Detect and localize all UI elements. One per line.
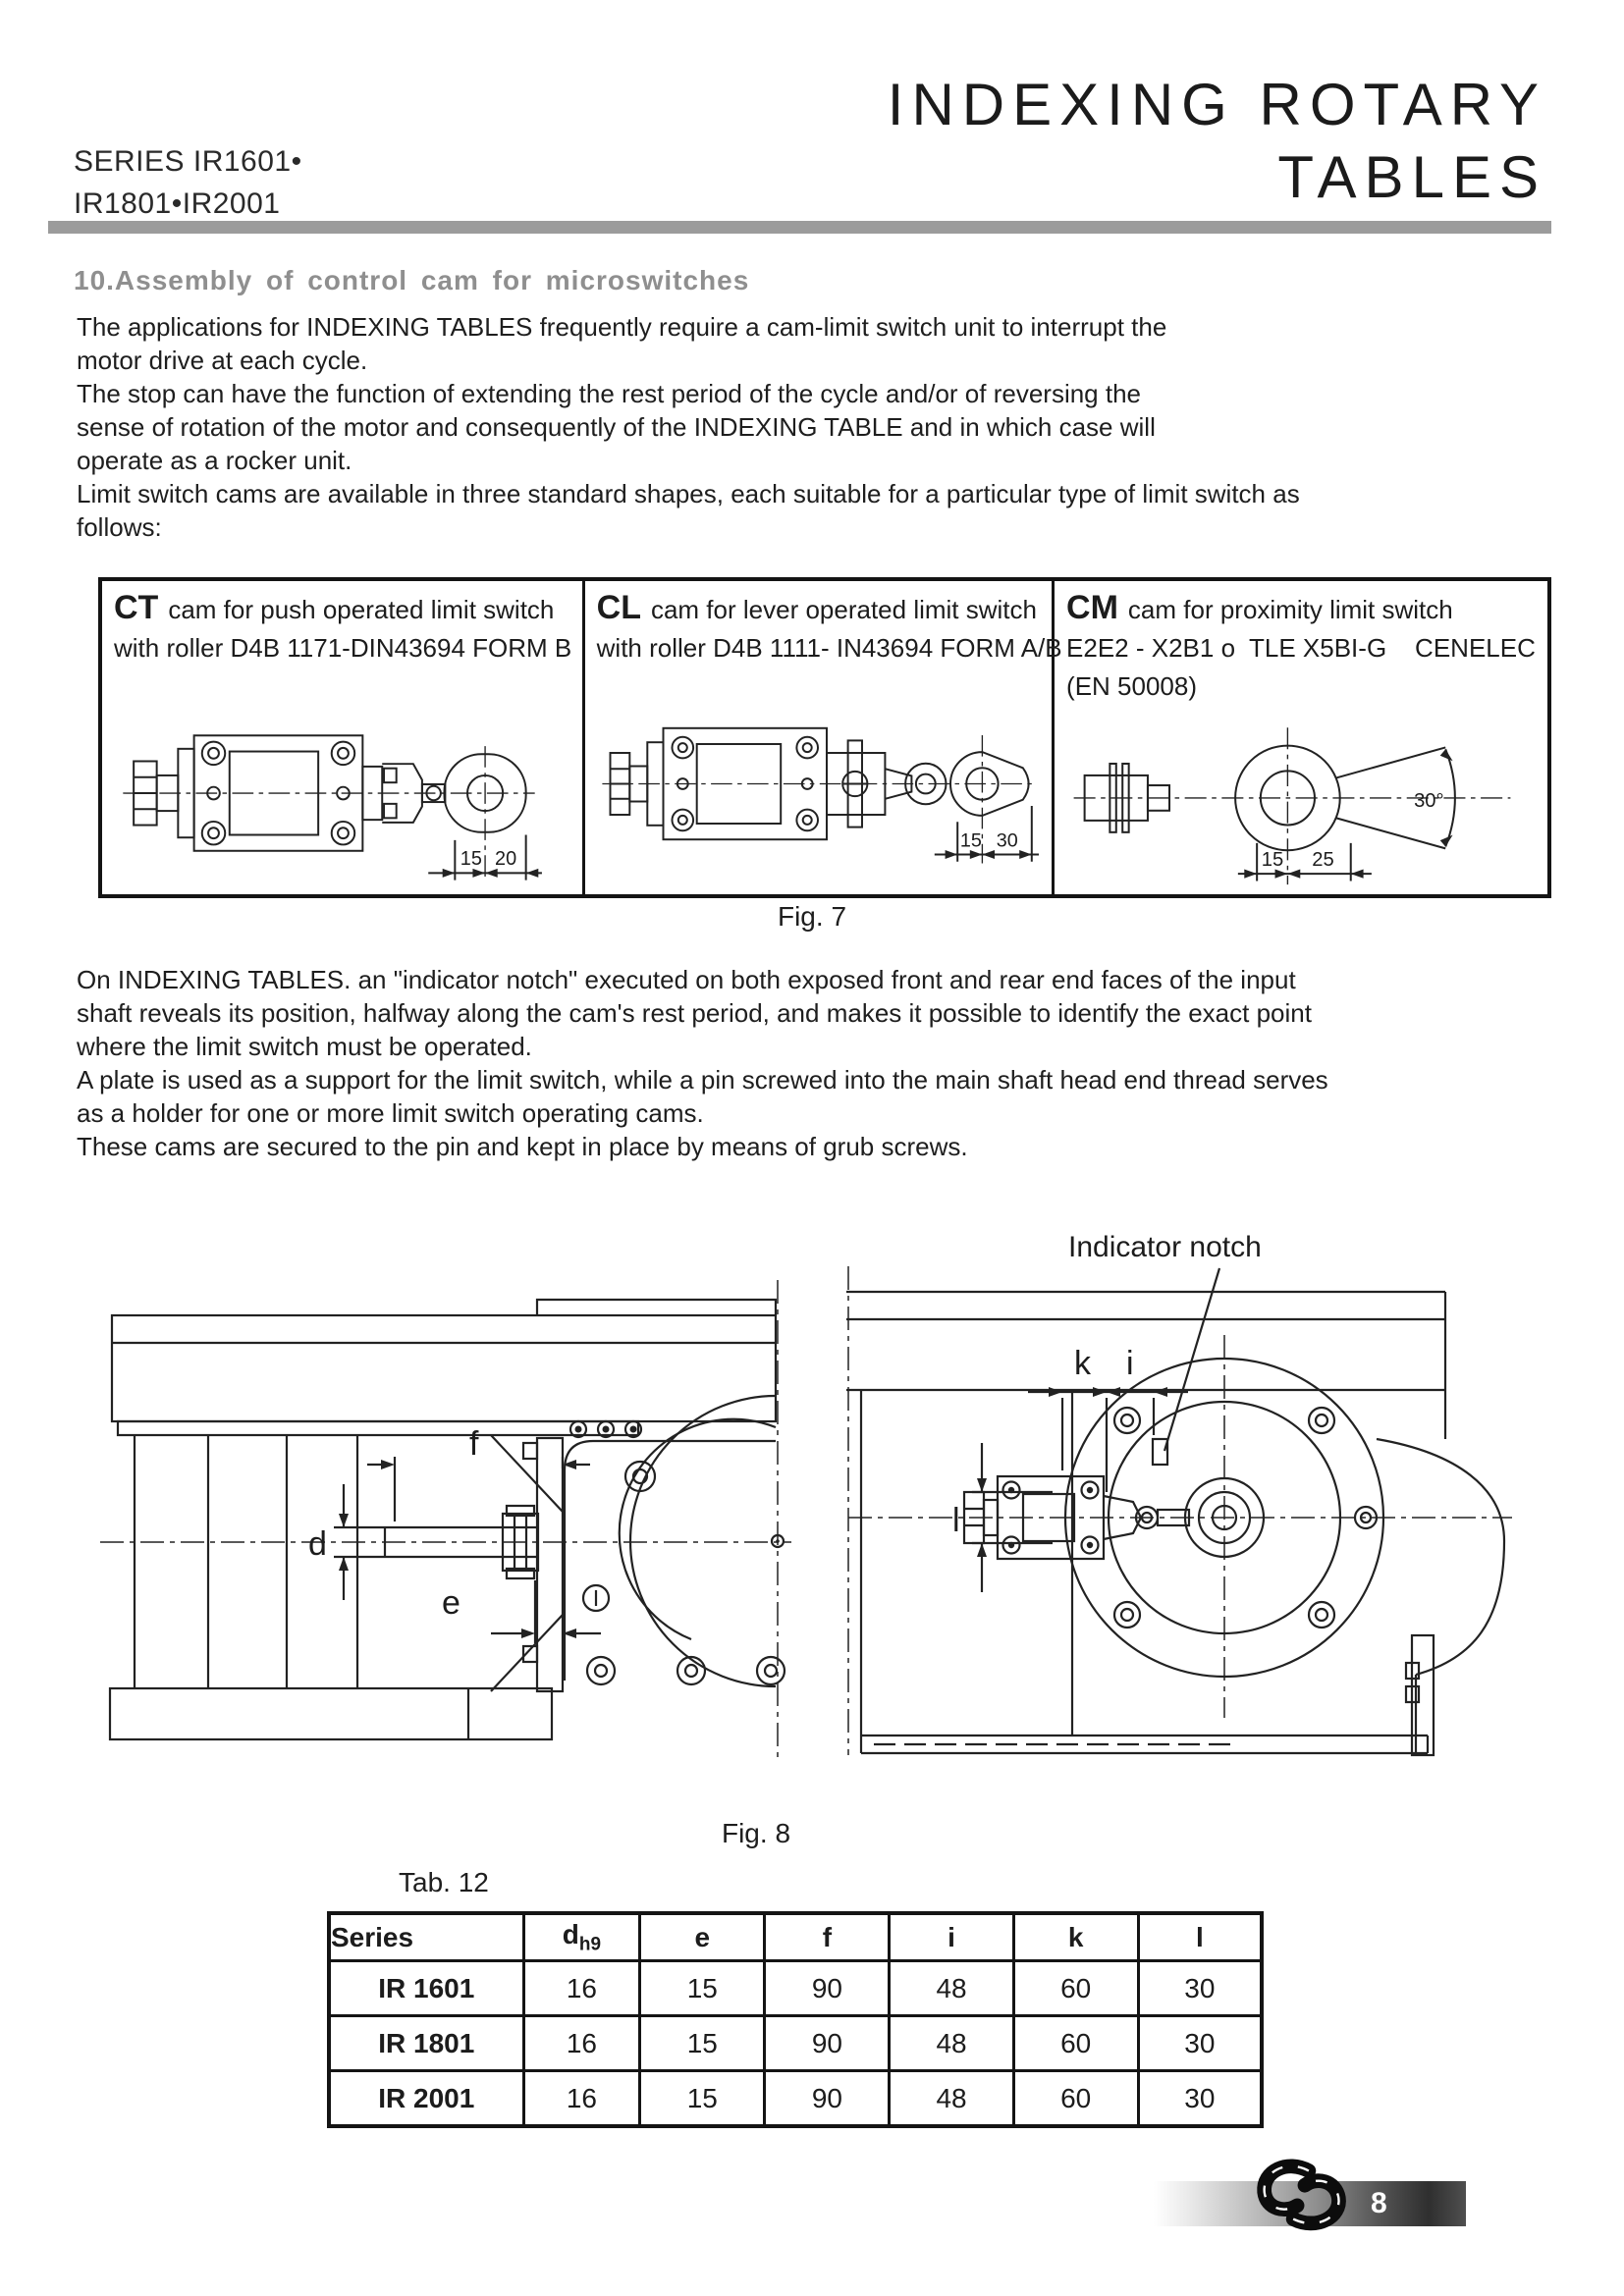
fig7-caption: Fig. 7: [777, 901, 847, 932]
section-heading: 10.Assembly of control cam for microswitches: [74, 265, 750, 295]
col-header-i: i: [890, 1913, 1013, 1961]
value-cell: 30: [1138, 2071, 1262, 2127]
value-cell: 60: [1013, 2016, 1138, 2071]
paragraph-line: The stop can have the function of extending the rest period of the cycle and/or of reversing the: [77, 379, 1142, 408]
value-cell: 15: [640, 2071, 765, 2127]
col-header-e: e: [640, 1913, 765, 1961]
value-cell: 48: [890, 1961, 1013, 2016]
page-title-line-2: TABLES: [1277, 144, 1546, 210]
value-cell: 16: [523, 2016, 640, 2071]
series-cell: IR 1601: [329, 1961, 523, 2016]
series-cell: IR 2001: [329, 2071, 523, 2127]
dim-label-l: l: [952, 1502, 960, 1539]
paragraph-line: motor drive at each cycle.: [77, 346, 368, 375]
header-rule: [48, 221, 1551, 234]
dim-label-d: d: [308, 1525, 327, 1563]
dim-label-k: k: [1074, 1345, 1091, 1382]
paragraph-line: These cams are secured to the pin and kept in place by means of grub screws.: [77, 1132, 968, 1161]
fig7-cell-cl: [585, 581, 1062, 894]
fig7-cell-cm: [1055, 581, 1547, 894]
value-cell: 30: [1138, 1961, 1262, 2016]
ct-cam-drawing: [116, 673, 542, 904]
value-cell: 60: [1013, 1961, 1138, 2016]
cl-cam-drawing: [597, 673, 1039, 903]
cell-header: [114, 589, 570, 629]
col-d-symbol: d: [562, 1918, 579, 1949]
table-row: [329, 1961, 1262, 2016]
value-cell: 15: [640, 1961, 765, 2016]
col-d-subscript: h9: [578, 1934, 602, 1955]
paragraph-line: follows:: [77, 512, 162, 542]
series-line-2: IR1801•IR2001: [74, 187, 281, 220]
dim-label: 20: [495, 848, 517, 871]
dim-label: 15: [460, 848, 482, 871]
col-header-series: Series: [329, 1913, 523, 1961]
tab12-table: [327, 1911, 1264, 2128]
value-cell: 15: [640, 2016, 765, 2071]
paragraph-block-2: [77, 963, 1328, 1163]
dim-label: 30: [996, 829, 1018, 852]
value-cell: 90: [765, 2016, 890, 2071]
paragraph-line: as a holder for one or more limit switch operating cams.: [77, 1098, 704, 1128]
company-logo-icon: [1249, 2156, 1355, 2236]
cam-code: CT: [114, 589, 159, 626]
paragraph-line: shaft reveals its position, halfway along the cam's rest period, and makes it possible to identify the exact point: [77, 998, 1312, 1028]
indicator-notch-label: Indicator notch: [1068, 1231, 1262, 1263]
tab12-label: Tab. 12: [399, 1867, 489, 1897]
dim-label-f: f: [469, 1425, 479, 1463]
dim-label-e: e: [442, 1584, 460, 1622]
cell-header: [597, 589, 1040, 629]
value-cell: 60: [1013, 2071, 1138, 2127]
cell-header: [1066, 589, 1536, 629]
col-header-f: f: [765, 1913, 890, 1961]
col-header-d: [523, 1913, 640, 1961]
cam-desc-line2: with roller D4B 1111- IN43694 FORM A/B: [596, 633, 1062, 663]
dim-label: 15: [959, 829, 982, 852]
angle-label: 30°: [1414, 790, 1444, 813]
series-cell: IR 1801: [329, 2016, 523, 2071]
col-header-k: k: [1013, 1913, 1138, 1961]
value-cell: 90: [765, 2071, 890, 2127]
dim-label: 15: [1261, 848, 1284, 871]
page-title-line-1: INDEXING ROTARY: [887, 72, 1546, 137]
series-line-1: SERIES IR1601•: [74, 145, 302, 178]
table-row: [329, 2016, 1262, 2071]
paragraph-line: where the limit switch must be operated.: [77, 1032, 532, 1061]
cam-desc-line2: with roller D4B 1171-DIN43694 FORM B: [114, 633, 572, 663]
paragraph-line: Limit switch cams are available in three standard shapes, each suitable for a particular type of limit switch as: [77, 479, 1300, 508]
dim-label: 25: [1312, 848, 1334, 871]
value-cell: 48: [890, 2016, 1013, 2071]
fig7-box: [98, 577, 1551, 898]
cm-cam-drawing: [1066, 708, 1518, 897]
fig8-end-view-drawing: [827, 1205, 1524, 1765]
cam-desc-line1: cam for push operated limit switch: [168, 595, 555, 624]
paragraph-line: A plate is used as a support for the limit switch, while a pin screwed into the main shaft head end thread serves: [77, 1065, 1328, 1095]
cam-desc-line2: E2E2 - X2B1 o TLE X5BI-G CENELEC: [1066, 633, 1536, 663]
paragraph-line: The applications for INDEXING TABLES frequently require a cam-limit switch unit to interrupt the: [77, 312, 1167, 342]
paragraph-line: operate as a rocker unit.: [77, 446, 352, 475]
table-row: [329, 2071, 1262, 2127]
paragraph-block-1: [77, 310, 1300, 544]
table-header-row: [329, 1913, 1262, 1961]
fig8-side-view-drawing: [90, 1217, 797, 1767]
page-number: 8: [1371, 2187, 1387, 2219]
value-cell: 16: [523, 2071, 640, 2127]
fig7-cell-ct: [102, 581, 585, 894]
value-cell: 16: [523, 1961, 640, 2016]
cam-desc-line1: cam for lever operated limit switch: [650, 595, 1037, 624]
value-cell: 90: [765, 1961, 890, 2016]
cam-code: CL: [596, 589, 641, 626]
col-header-l: l: [1138, 1913, 1262, 1961]
paragraph-line: sense of rotation of the motor and consequently of the INDEXING TABLE and in which case will: [77, 412, 1156, 442]
paragraph-line: On INDEXING TABLES. an "indicator notch" executed on both exposed front and rear end faces of the input: [77, 965, 1296, 994]
cam-code: CM: [1066, 589, 1118, 626]
cam-desc-line1: cam for proximity limit switch: [1127, 595, 1453, 624]
value-cell: 30: [1138, 2016, 1262, 2071]
fig8-caption: Fig. 8: [721, 1818, 791, 1848]
dim-label-i: i: [1126, 1345, 1134, 1382]
value-cell: 48: [890, 2071, 1013, 2127]
cam-desc-line3: (EN 50008): [1066, 671, 1197, 701]
